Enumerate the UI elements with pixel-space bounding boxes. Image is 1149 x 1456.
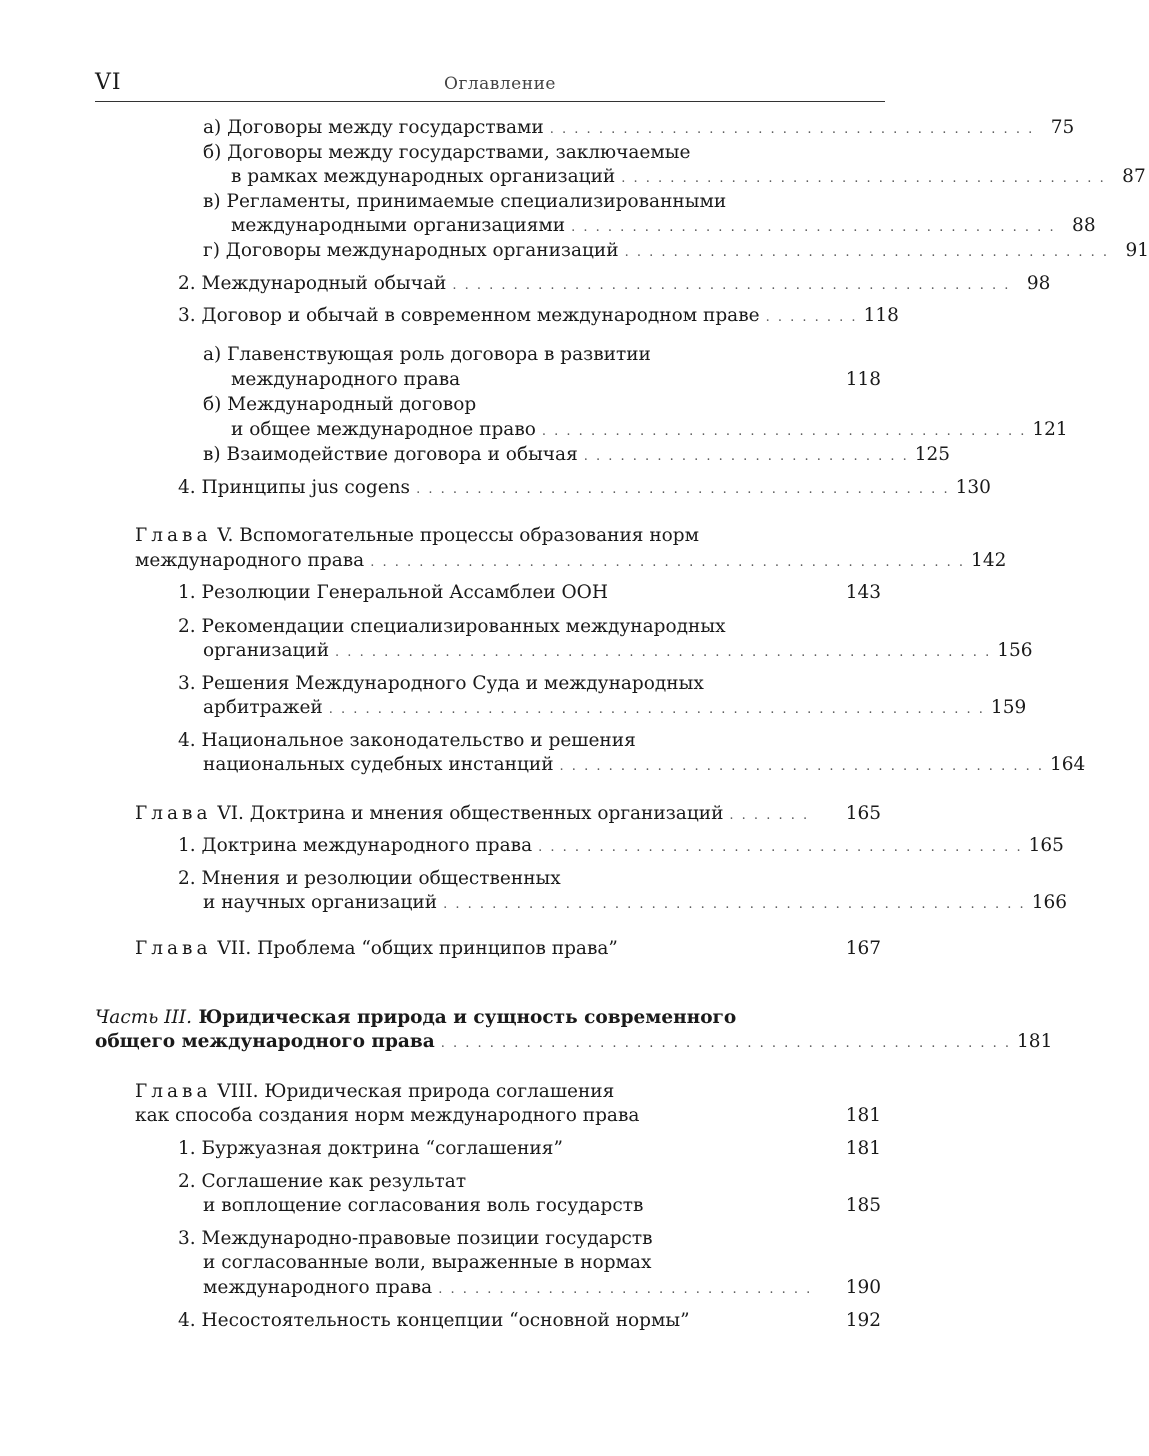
toc-entry-text: и общее международное право [231,419,536,440]
toc-entry [203,443,951,469]
toc-entry-text: г) Договоры международных организаций [203,240,619,261]
toc-entry-page: 88 [1072,215,1096,236]
toc-entry-page: 192 [845,1310,881,1331]
toc-entry [178,1309,881,1335]
dot-leader: . . . . . . . . . . . . . . . . . . . . . . . . . . . . . . . . . . . . . . . . [538,840,1023,855]
toc-entry-text: VI. Доктрина и мнения общественных организаций [211,803,724,824]
chapter-heading [135,524,699,548]
toc-entry-page: 75 [1050,117,1075,138]
toc-entry [231,165,1146,191]
toc-entry-page: 142 [971,550,1007,571]
toc-entry-page: 190 [845,1277,881,1298]
toc-entry [203,891,1067,917]
toc-entry-page: 185 [845,1195,881,1216]
toc-entry-text: V. Вспомогательные процессы образования норм [211,525,700,546]
dot-leader: . . . . . . . . . . . . . . . . . . . . . . . . . . . . . . . . . . . . . . . . . . . . . . . . . . . . . . [328,702,985,717]
dot-leader: . . . . . . . . . . . . . . . . . . . . . . . . . . . . . . . . . . . . . . . . . . . . . . . . . [370,555,966,570]
chapter-heading [135,937,881,963]
toc-entry [231,418,1068,444]
dot-leader: . . . . . . . . . . . . . . . . . . . . . . . . . . . . . . . . . . . . . . . . . . . . . . . [440,1036,1012,1051]
toc-entry [135,1104,881,1130]
toc-entry-page: 181 [845,1138,881,1159]
dot-leader: . . . . . . . . . . . . . . . . . . . . . . . . . . . . . . . . . . . . . . . . . . . . . . . . [443,897,1026,912]
toc-entry-page: 165 [845,803,881,824]
toc-entry-text: международного права [231,369,461,390]
toc-entry-text: общего международного права [95,1031,435,1052]
toc-entry-page: 166 [1031,892,1067,913]
toc-entry-text: международными организациями [231,215,566,236]
part-label: Часть III. [95,1007,192,1028]
toc-entry [178,1227,653,1251]
toc-entry [203,343,651,367]
toc-entry-page: 159 [990,697,1027,718]
toc-entry-page: 121 [1032,419,1068,440]
toc-entry [178,672,704,696]
dot-leader: . . . . . . . . . . . . . . . . . . . . . . . . . . . . . . . . . . . . . . . . [541,424,1027,439]
toc-entry-text: 3. Международно-правовые позиции государств [178,1228,653,1249]
toc-entry-page: 164 [1050,754,1086,775]
dot-leader: . . . . . . . . . . . . . . . . . . . . . . . . . . . . . . . . . . . . . . . . [621,171,1106,186]
toc-entry-page: 118 [845,369,881,390]
toc-entry [178,615,726,639]
toc-entry-text: 1. Резолюции Генеральной Ассамблеи ООН [178,582,608,603]
toc-entry-page: 98 [1026,273,1051,294]
toc-entry-text: и научных организаций [203,892,438,913]
toc-entry-text: в) Регламенты, принимаемые специализированными [203,191,727,212]
toc-entry-text: в) Взаимодействие договора и обычая [203,444,578,465]
toc-entry-page: 181 [1017,1031,1053,1052]
page-number: VI [95,70,122,95]
toc-entry [178,1137,881,1163]
toc-entry [203,1251,651,1275]
toc-entry [178,729,636,753]
toc-entry [203,696,1027,722]
chapter-heading [135,802,881,828]
chapter-word: Глава [135,525,212,546]
toc-entry-text: 4. Национальное законодательство и решения [178,730,636,751]
toc-entry-text: арбитражей [203,697,323,718]
toc-entry-page: 118 [863,305,899,326]
toc-entry-text: и воплощение согласования воль государств [203,1195,644,1216]
toc-entry-text: 2. Мнения и резолюции общественных [178,868,561,889]
toc-entry-text: 2. Рекомендации специализированных международных [178,616,726,637]
part-heading [95,1030,1053,1056]
toc-entry-text: VII. Проблема “общих принципов права” [211,938,618,959]
dot-leader: . . . . . . . . . . . . . . . . . . . . . . . . . . . . . . . . . . . . . . . . [549,122,1035,137]
toc-entry-text: 3. Решения Международного Суда и международных [178,673,704,694]
toc-entry-page: 130 [955,477,991,498]
toc-entry-text: 2. Международный обычай [178,273,447,294]
toc-entry [203,190,726,214]
toc-entry-text: и согласованные воли, выраженные в нормах [203,1252,652,1273]
toc-entry-page: 87 [1122,166,1146,187]
dot-leader: . . . . . . . . . . . . . . . . . . . . . . . . . . . . . . . . . . . . . . . . [559,759,1045,774]
toc-entry-text: 1. Буржуазная доктрина “соглашения” [178,1138,563,1159]
toc-entry-text: 2. Соглашение как результат [178,1171,467,1192]
toc-entry [135,549,1007,575]
toc-entry-page: 181 [845,1105,881,1126]
toc-entry-text: международного права [203,1277,433,1298]
toc-entry [178,304,899,330]
toc-entry [203,639,1033,665]
chapter-word: Глава [135,938,212,959]
toc-entry [178,272,1051,298]
toc-entry [178,834,1064,860]
toc-entry-text: б) Договоры между государствами, заключаемые [203,142,691,163]
toc-entry [178,1170,466,1194]
toc-entry [231,214,1096,240]
running-title: Оглавление [444,74,556,94]
toc-entry-page: 143 [845,582,881,603]
toc-entry [231,368,881,394]
toc-entry [178,867,561,891]
toc-entry-text: организаций [203,640,330,661]
dot-leader: . . . . . . . . . . . . . . . . . . . . . . . . . . . . . . . [438,1282,813,1297]
toc-entry-text: национальных судебных инстанций [203,754,554,775]
toc-entry [203,116,1075,142]
dot-leader: . . . . . . . . . . . . . . . . . . . . . . . . . . . . . . . . . . . . . . . . . . . . [416,482,950,497]
dot-leader: . . . . . . . . . . . . . . . . . . . . . . . . . . . . . . . . . . . . . . . . [571,220,1056,235]
toc-entry-text: как способа создания норм международного права [135,1105,640,1126]
part-heading [95,1006,736,1030]
toc-entry-text: в рамках международных организаций [231,166,616,187]
toc-entry [203,753,1086,779]
toc-entry-page: 156 [997,640,1033,661]
toc-entry-text: Юридическая природа и сущность современного [192,1007,737,1028]
toc-entry [178,476,991,502]
toc-entry-text: а) Договоры между государствами [203,117,544,138]
toc-entry-text: 4. Принципы jus cogens [178,477,411,498]
toc-entry-text: а) Главенствующая роль договора в развитии [203,344,651,365]
toc-entry [203,1194,881,1220]
toc-entry [203,141,690,165]
dot-leader: . . . . . . . [729,808,810,823]
dot-leader: . . . . . . . . . . . . . . . . . . . . . . . . . . . [583,449,909,464]
dot-leader: . . . . . . . . . . . . . . . . . . . . . . . . . . . . . . . . . . . . . . . . . . . . . . . . . . . . . . [335,645,992,660]
header-rule [95,101,885,102]
chapter-word: Глава [135,1081,212,1102]
toc-entry-text: VIII. Юридическая природа соглашения [211,1081,615,1102]
toc-entry-text: 3. Договор и обычай в современном международном праве [178,305,760,326]
toc-entry [203,1276,881,1302]
toc-entry-page: 167 [845,938,881,959]
toc-entry-text: международного права [135,550,365,571]
toc-entry [203,239,1149,265]
toc-entry-page: 165 [1028,835,1064,856]
toc-entry-page: 91 [1125,240,1149,261]
dot-leader: . . . . . . . . . . . . . . . . . . . . . . . . . . . . . . . . . . . . . . . . [624,245,1110,260]
dot-leader: . . . . . . . . . . . . . . . . . . . . . . . . . . . . . . . . . . . . . . . . . . . . . . [452,278,1011,293]
toc-entry-page: 125 [914,444,951,465]
toc-entry-text: 4. Несостоятельность концепции “основной нормы” [178,1310,690,1331]
dot-leader: . . . . . . . . [765,310,858,325]
toc-entry [203,393,476,417]
toc-entry [178,581,881,607]
chapter-word: Глава [135,803,212,824]
chapter-heading [135,1080,614,1104]
toc-entry-text: 1. Доктрина международного права [178,835,533,856]
toc-entry-text: б) Международный договор [203,394,477,415]
